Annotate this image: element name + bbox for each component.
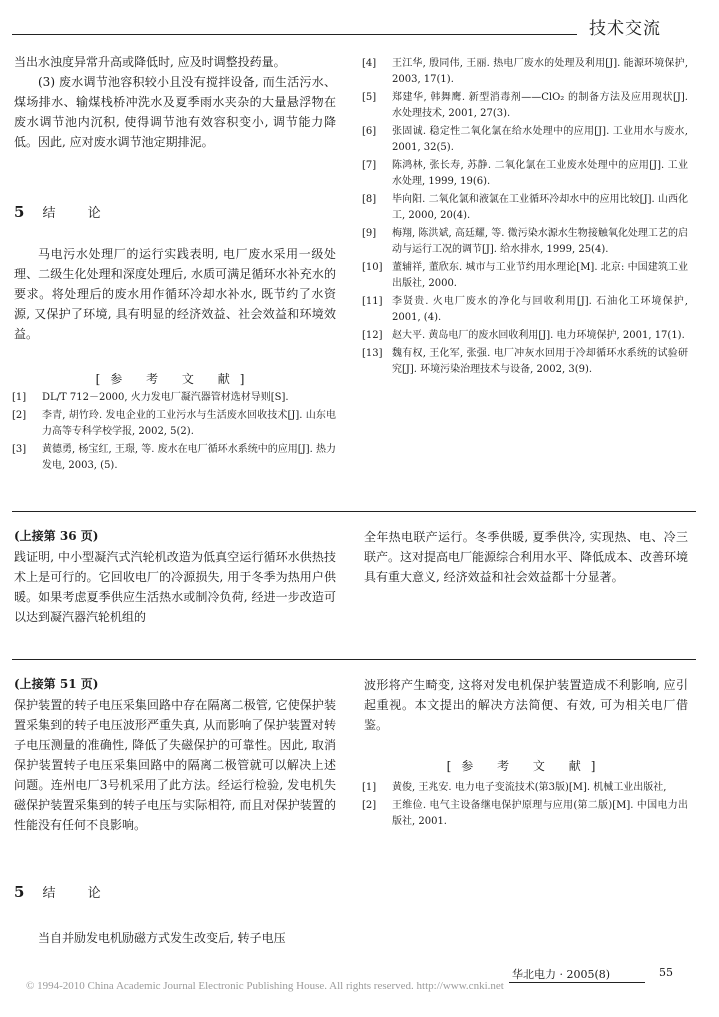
paragraph: 当出水浊度异常升高或降低时, 应及时调整投药量。	[14, 55, 286, 69]
section-divider	[12, 659, 696, 660]
journal-issue: 华北电力 · 2005(8)	[512, 968, 611, 981]
paragraph: 波形将产生畸变, 这将对发电机保护装置造成不利影响, 应引起重视。本文提出的解决方法简便、有效, 可为相关电厂借鉴。	[364, 678, 688, 732]
reference-item: [8] 毕向阳. 二氧化氯和液氯在工业循环冷却水中的应用比较[J]. 山西化工, 2000, 20(4).	[362, 194, 688, 221]
reference-item: [11] 李贤贵. 火电厂废水的净化与回收利用[J]. 石油化工环境保护, 2001, (4).	[362, 296, 688, 323]
section-title: 结 论	[42, 886, 115, 901]
paragraph: (3) 废水调节池容积较小且没有搅拌设备, 而生活污水、煤场排水、输煤栈桥冲洗水及夏季雨水夹杂的大量悬浮物在废水调节池内沉积, 使得调节池有效容积变小, 调节能力降低。因此, 应对废水调节池定期排泥。	[14, 75, 336, 149]
paragraph: 践证明, 中小型凝汽式汽轮机改造为低真空运行循环水供热技术上是可行的。它回收电厂的冷源损失, 用于冬季为热用户供暖。如果考虑夏季供应生活热水或制冷负荷, 经进一步改造可以达到凝汽器汽轮机组的	[14, 550, 336, 624]
middle-right-text	[364, 527, 688, 587]
section-number: 5	[14, 883, 25, 901]
page-number: 55	[659, 966, 673, 979]
references-list-left	[12, 390, 336, 476]
reference-item: [9] 梅翔, 陈洪斌, 高廷耀, 等. 微污染水源水生物接触氧化处理工艺的启动与运行工况的调节[J]. 给水排水, 1999, 25(4).	[362, 228, 688, 255]
section-number: 5	[14, 203, 25, 221]
reference-item: [2] 李青, 胡竹玲. 发电企业的工业污水与生活废水回收技术[J]. 山东电力高等专科学校学报, 2002, 5(2).	[12, 410, 336, 437]
reference-item: [5] 郑建华, 韩舞鹰. 新型消毒剂——ClO₂ 的制备方法及应用现状[J]. 水处理技术, 2001, 27(3).	[362, 92, 688, 119]
reference-item: [1] 黄俊, 王兆安. 电力电子变流技术(第3版)[M]. 机械工业出版社,	[362, 782, 667, 793]
continued-from-label: (上接第 51 页)	[14, 677, 99, 691]
top-left-column	[14, 52, 336, 152]
conclusion-text	[14, 244, 336, 344]
reference-item: [7] 陈鸿林, 张长寿, 苏静. 二氧化氯在工业废水处理中的应用[J]. 工业水处理, 1999, 19(6).	[362, 160, 688, 187]
middle-left-text	[14, 547, 336, 627]
bottom-left-text	[14, 695, 336, 835]
section-title: 结 论	[42, 206, 115, 221]
header-title: 技术交流	[589, 19, 661, 39]
paragraph: 当自并励发电机励磁方式发生改变后, 转子电压	[38, 931, 286, 945]
paragraph: 全年热电联产运行。冬季供暖, 夏季供冷, 实现热、电、冷三联产。这对提高电厂能源综合利用水平、降低成本、改善环境具有重大意义, 经济效益和社会效益都十分显著。	[364, 530, 689, 584]
bottom-conclusion-text	[14, 928, 336, 948]
paragraph: 保护装置的转子电压采集回路中存在隔离二极管, 它使保护装置采集到的转子电压波形严重失真, 从而影响了保护装置对转子电压测量的准确性, 降低了失磁保护的可靠性。因此, 取消保护装置转子电压采集回路中的隔离二极管就可以解决上述问题。连州电厂3号机采用了此方法。经运行检验, 发电机失磁保护装置采集到的转子电压与实际相符, 而且对保护装置的性能没有任何不良影响。	[14, 698, 336, 832]
references-title: [参 考 文 献]	[95, 372, 255, 386]
reference-item: [12] 赵大平. 黄岛电厂的废水回收利用[J]. 电力环境保护, 2001, 17(1).	[362, 330, 685, 341]
reference-item: [13] 魏有权, 王化军, 张强. 电厂冲灰水回用于冷却循环水系统的试验研究[J]. 环境污染治理技术与设备, 2002, 3(9).	[362, 348, 688, 375]
references-list-right	[362, 56, 688, 380]
reference-item: [2] 王维俭. 电气主设备继电保护原理与应用(第二版)[M]. 中国电力出版社, 2001.	[362, 800, 688, 827]
references-list-bottom	[362, 780, 688, 832]
section-divider	[12, 511, 696, 512]
paragraph: 马电污水处理厂的运行实践表明, 电厂废水采用一级处理、二级生化处理和深度处理后, 水质可满足循环水补充水的要求。将处理后的废水用作循环冷却水补水, 既节约了水资源, 又保护了环境, 具有明显的经济效益、社会效益和环境效益。	[14, 247, 336, 341]
references-title: [参 考 文 献]	[446, 759, 606, 773]
section-heading	[14, 202, 115, 221]
section-heading	[14, 882, 115, 901]
reference-item: [1] DL/T 712－2000, 火力发电厂凝汽器管材选材导则[S].	[12, 392, 289, 403]
continued-from-label: (上接第 36 页)	[14, 529, 99, 543]
reference-item: [3] 黄德勇, 杨宝红, 王璟, 等. 废水在电厂循环水系统中的应用[J]. 热力发电, 2003, (5).	[12, 444, 336, 471]
header-rule	[12, 34, 577, 35]
reference-item: [6] 张固诚. 稳定性二氧化氯在给水处理中的应用[J]. 工业用水与废水, 2001, 32(5).	[362, 126, 688, 153]
bottom-right-text	[364, 675, 688, 735]
reference-item: [4] 王江华, 殷同伟, 王丽. 热电厂废水的处理及利用[J]. 能源环境保护, 2003, 17(1).	[362, 58, 688, 85]
reference-item: [10] 董辅祥, 董欣东. 城市与工业节约用水理论[M]. 北京: 中国建筑工业出版社, 2000.	[362, 262, 688, 289]
copyright-notice: © 1994-2010 China Academic Journal Electronic Publishing House. All rights reserved. http://www.cnki.net	[26, 980, 504, 992]
